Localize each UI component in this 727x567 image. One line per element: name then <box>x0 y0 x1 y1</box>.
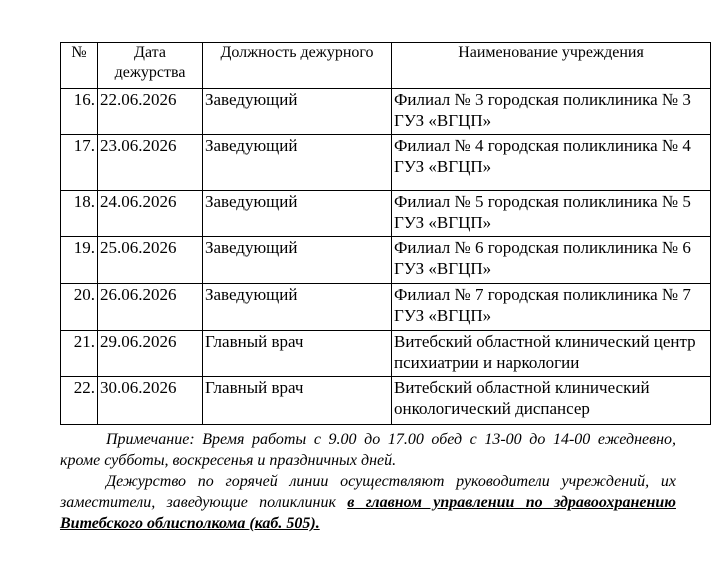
row-institution: Филиал № 6 городская поликлиника № 6 ГУЗ «ВГЦП» <box>392 237 711 284</box>
note-paragraph-hotline <box>60 471 676 534</box>
row-institution: Филиал № 7 городская поликлиника № 7 ГУЗ «ВГЦП» <box>392 284 711 331</box>
row-position: Заведующий <box>203 89 392 135</box>
row-institution: Филиал № 4 городская поликлиника № 4 ГУЗ «ВГЦП» <box>392 135 711 191</box>
row-num: 17. <box>61 135 98 191</box>
row-position: Заведующий <box>203 191 392 237</box>
table-header-row <box>61 43 711 89</box>
row-institution: Витебский областной клинический онкологический диспансер <box>392 377 711 425</box>
hotline-location: в главном управлении по здравоохранению Витебского облисполкома (каб. 505). <box>60 494 676 532</box>
row-position: Главный врач <box>203 331 392 377</box>
row-date: 29.06.2026 <box>98 331 203 377</box>
row-num: 16. <box>61 89 98 135</box>
row-num: 20. <box>61 284 98 331</box>
row-institution: Витебский областной клинический центр психиатрии и наркологии <box>392 331 711 377</box>
row-position: Заведующий <box>203 237 392 284</box>
row-position: Заведующий <box>203 135 392 191</box>
table-row <box>61 89 711 135</box>
row-date: 26.06.2026 <box>98 284 203 331</box>
row-num: 21. <box>61 331 98 377</box>
hotline-text: Дежурство по горячей линии осуществляют руководители учреждений, их заместители, заведующие поликлиник <box>60 473 676 511</box>
row-institution: Филиал № 5 городская поликлиника № 5 ГУЗ «ВГЦП» <box>392 191 711 237</box>
row-date: 30.06.2026 <box>98 377 203 425</box>
row-date: 23.06.2026 <box>98 135 203 191</box>
note-block <box>60 429 676 534</box>
row-num: 22. <box>61 377 98 425</box>
duty-schedule-table <box>60 42 711 425</box>
table-row <box>61 284 711 331</box>
header-position: Должность дежурного <box>203 43 392 89</box>
row-institution: Филиал № 3 городская поликлиника № 3 ГУЗ «ВГЦП» <box>392 89 711 135</box>
table-row <box>61 135 711 191</box>
row-date: 25.06.2026 <box>98 237 203 284</box>
table-row <box>61 237 711 284</box>
row-date: 22.06.2026 <box>98 89 203 135</box>
note-paragraph-hours: Примечание: Время работы с 9.00 до 17.00 обед с 13-00 до 14-00 ежедневно, кроме субботы, воскресенья и праздничных дней. <box>60 431 676 469</box>
table-row <box>61 377 711 425</box>
table-row <box>61 191 711 237</box>
row-position: Главный врач <box>203 377 392 425</box>
row-num: 19. <box>61 237 98 284</box>
row-date: 24.06.2026 <box>98 191 203 237</box>
row-num: 18. <box>61 191 98 237</box>
table-row <box>61 331 711 377</box>
row-position: Заведующий <box>203 284 392 331</box>
header-date: Дата дежурства <box>98 43 203 89</box>
header-num: № <box>61 43 98 89</box>
header-institution: Наименование учреждения <box>392 43 711 89</box>
